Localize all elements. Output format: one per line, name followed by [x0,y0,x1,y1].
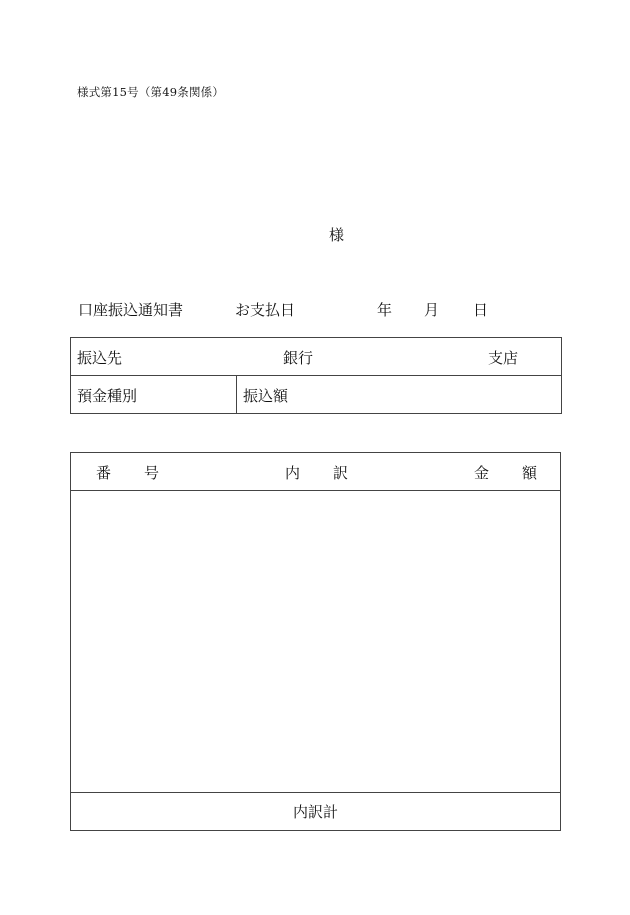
breakdown-table [70,452,561,831]
payment-date-label: お支払日 [235,301,296,319]
column-details-char-1: 内 [285,464,301,482]
transfer-info-table [70,337,562,414]
breakdown-header-row [71,453,561,491]
column-amount-char-2: 額 [522,464,538,482]
branch-suffix: 支店 [488,349,519,367]
form-number: 様式第15号（第49条関係） [77,85,225,99]
column-amount-char-1: 金 [474,464,490,482]
breakdown-body-cell [71,491,561,793]
payee-row [71,338,562,376]
account-type-cell [71,376,237,414]
payee-label: 振込先 [77,349,123,367]
account-type-label: 預金種別 [77,387,138,405]
breakdown-total-label: 内訳計 [71,793,561,831]
breakdown-header-cell [71,453,561,491]
column-number-char-1: 番 [96,464,112,482]
payee-cell [71,338,562,376]
column-number-char-2: 号 [144,464,160,482]
account-row [71,376,562,414]
date-year-unit: 年 [377,301,393,319]
addressee-honorific: 様 [329,226,345,244]
date-month-unit: 月 [424,301,440,319]
column-details-char-2: 訳 [333,464,349,482]
breakdown-body-row [71,491,561,793]
document-title: 口座振込通知書 [78,301,184,319]
transfer-amount-cell [237,376,562,414]
date-day-unit: 日 [473,301,489,319]
breakdown-total-row [71,793,561,831]
bank-suffix: 銀行 [283,349,314,367]
transfer-amount-label: 振込額 [243,387,289,405]
